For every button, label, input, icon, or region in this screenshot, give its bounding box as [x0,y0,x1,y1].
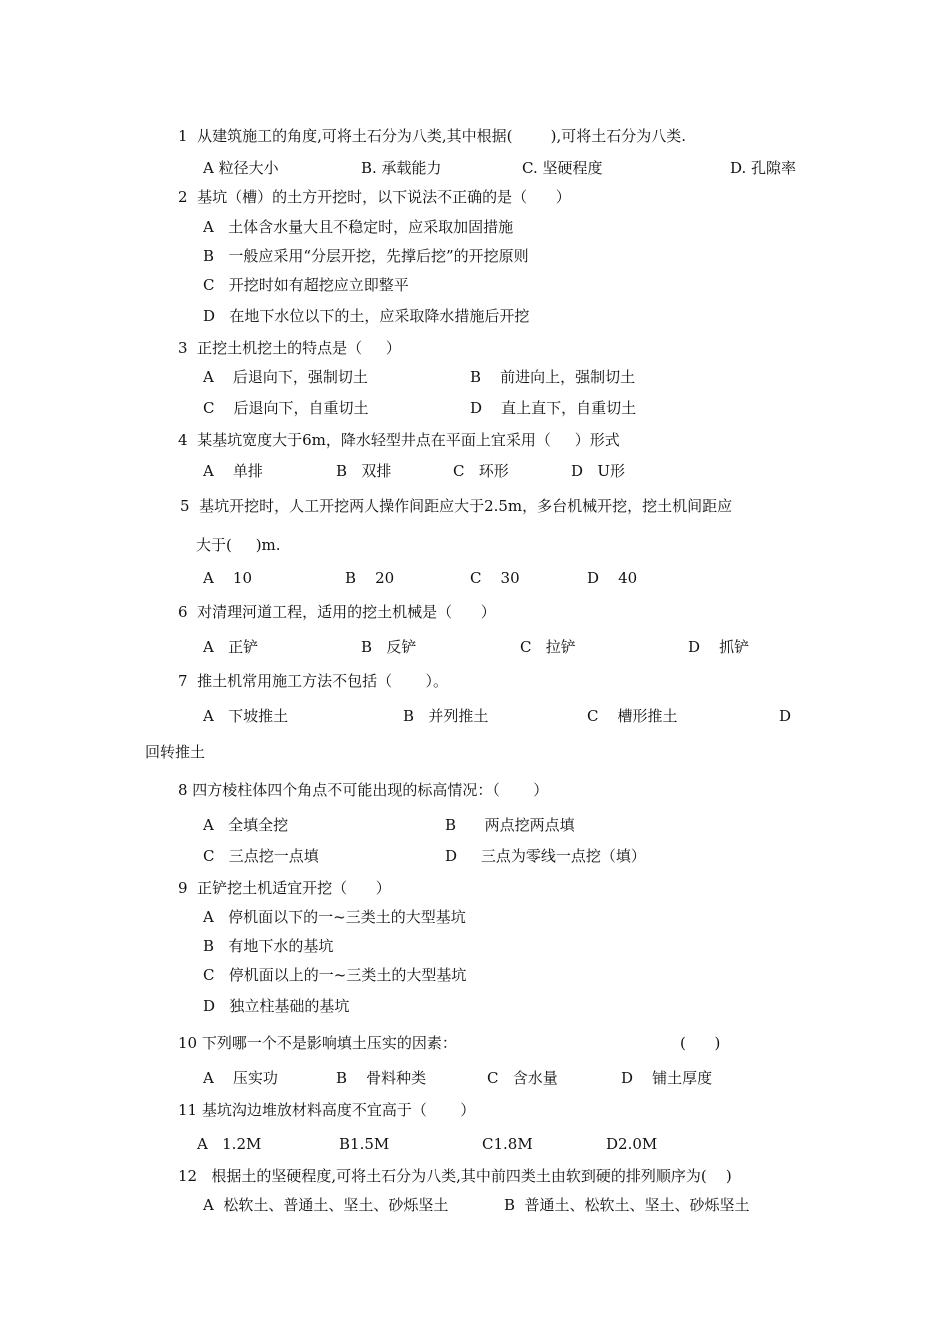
question-10-option-a: A 压实功 [203,1069,278,1087]
question-7-option-d: D [779,707,792,725]
question-8-option-b: B 两点挖两点填 [445,816,575,834]
question-6-option-c: C 拉铲 [520,638,576,656]
question-4-option-a: A 单排 [203,462,263,480]
question-9-option-c: C 停机面以上的一~三类土的大型基坑 [203,966,467,984]
question-12-stem: 12 根据土的坚硬程度,可将土石分为八类,其中前四类土由软到硬的排列顺序为( ) [178,1167,732,1185]
question-10-option-b: B 骨料种类 [336,1069,427,1087]
question-8-option-d: D 三点为零线一点挖（填） [445,847,646,865]
question-12-option-b: B 普通土、松软土、坚土、砂烁坚土 [504,1196,750,1214]
question-6-option-b: B 反铲 [361,638,417,656]
question-2-option-c: C 开挖时如有超挖应立即整平 [203,276,409,294]
question-4-option-d: D U形 [571,462,625,480]
question-8-option-a: A 全填全挖 [203,816,289,834]
question-5-stem-continued: 大于( )m. [196,536,281,554]
question-6-option-d: D 抓铲 [688,638,750,656]
question-2-stem: 2 基坑（槽）的土方开挖时，以下说法不正确的是（ ） [178,188,571,206]
question-10-stem: 10 下列哪一个不是影响填土压实的因素： [178,1034,457,1052]
question-10-option-d: D 铺土厚度 [621,1069,713,1087]
question-7-option-a: A 下坡推土 [203,707,289,725]
question-10-answer-paren: ( ) [680,1034,721,1052]
question-9-option-b: B 有地下水的基坑 [203,937,334,955]
question-1-option-b: B. 承载能力 [361,159,442,177]
question-8-option-c: C 三点挖一点填 [203,847,319,865]
question-2-option-d: D 在地下水位以下的土，应采取降水措施后开挖 [203,307,530,325]
question-11-option-b: B1.5M [339,1135,390,1153]
question-6-option-a: A 正铲 [203,638,259,656]
question-7-stem: 7 推土机常用施工方法不包括（ ）。 [178,672,448,690]
question-4-option-c: C 环形 [453,462,509,480]
question-9-option-d: D 独立柱基础的基坑 [203,997,350,1015]
question-4-option-b: B 双排 [336,462,392,480]
question-7-option-c: C 槽形推土 [587,707,678,725]
question-11-option-c: C1.8M [482,1135,533,1153]
question-7-option-b: B 并列推土 [403,707,489,725]
question-2-option-a: A 土体含水量大且不稳定时，应采取加固措施 [203,218,514,236]
question-8-stem: 8 四方棱柱体四个角点不可能出现的标高情况：（ ） [178,781,549,799]
question-1-option-d: D. 孔隙率 [730,159,797,177]
question-11-option-a: A 1.2M [197,1135,262,1153]
question-2-option-b: B 一般应采用“分层开挖，先撑后挖”的开挖原则 [203,247,529,265]
question-3-option-a: A 后退向下，强制切土 [203,368,368,386]
question-5-option-a: A 10 [203,569,252,587]
question-6-stem: 6 对清理河道工程，适用的挖土机械是（ ） [178,603,496,621]
question-11-stem: 11 基坑沟边堆放材料高度不宜高于（ ） [178,1101,476,1119]
question-3-option-d: D 直上直下，自重切土 [470,399,637,417]
question-5-stem: 5 基坑开挖时，人工开挖两人操作间距应大于2.5m，多台机械开挖，挖土机间距应 [180,497,733,515]
question-1-stem: 1 从建筑施工的角度,可将土石分为八类,其中根据( ),可将土石分为八类. [178,127,687,145]
question-9-stem: 9 正铲挖土机适宜开挖（ ） [178,879,391,897]
question-4-stem: 4 某基坑宽度大于6m，降水轻型井点在平面上宜采用（ ）形式 [178,431,620,449]
question-12-option-a: A 松软土、普通土、坚土、砂烁坚土 [203,1196,449,1214]
question-5-option-b: B 20 [345,569,395,587]
question-7-option-d-text: 回转推土 [145,743,206,761]
question-1-option-c: C. 坚硬程度 [522,159,603,177]
question-3-option-b: B 前进向上，强制切土 [470,368,636,386]
question-10-option-c: C 含水量 [487,1069,558,1087]
question-9-option-a: A 停机面以下的一~三类土的大型基坑 [203,908,466,926]
question-1-option-a: A 粒径大小 [203,159,279,177]
question-5-option-c: C 30 [470,569,520,587]
question-11-option-d: D2.0M [606,1135,658,1153]
question-3-stem: 3 正挖土机挖土的特点是（ ） [178,339,401,357]
question-5-option-d: D 40 [587,569,638,587]
question-3-option-c: C 后退向下，自重切土 [203,399,369,417]
